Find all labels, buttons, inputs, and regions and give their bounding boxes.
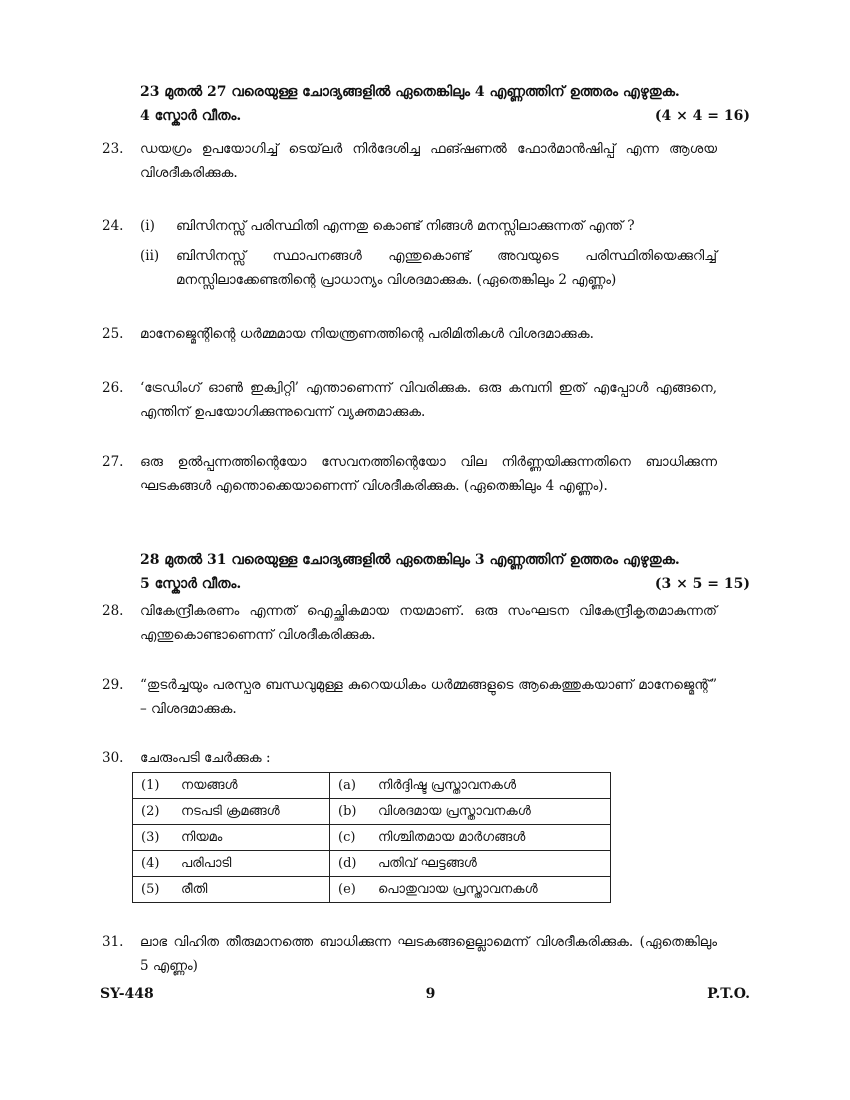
question-text: മാനേജ്മെന്റിന്റെ ധർമ്മമായ നിയന്ത്രണത്തിന്റെ പരിമിതികൾ വിശദമാക്കുക. xyxy=(140,326,594,342)
question-number: 26. xyxy=(102,380,124,396)
sub-question-text: ബിസിനസ്സ് പരിസ്ഥിതി എന്നതു കൊണ്ട് നിങ്ങൾ മനസ്സിലാക്കുന്നത് എന്ത് ? xyxy=(176,218,635,234)
question-26 xyxy=(102,376,717,424)
sub-question-number: (ii) xyxy=(140,248,160,264)
left-item-text: നിയമം xyxy=(181,830,223,845)
sub-question-number: (i) xyxy=(140,218,155,234)
section-2-total: (3 × 5 = 15) xyxy=(654,576,750,592)
table-row xyxy=(133,851,611,877)
question-30 xyxy=(102,746,717,770)
section-2-instruction: 28 മുതൽ 31 വരെയുള്ള ചോദ്യങ്ങളിൽ ഏതെങ്കിലും 3 എണ്ണത്തിന് ഉത്തരം എഴുതുക. xyxy=(140,552,680,568)
right-item-text: നിർദ്ദിഷ്ട പ്രസ്താവനകൾ xyxy=(378,778,517,793)
left-item-number: (3) xyxy=(141,830,160,845)
question-text: “തുടർച്ചയും പരസ്പര ബന്ധവുമുള്ള കുറെയധികം ധർമ്മങ്ങളുടെ ആകെത്തുകയാണ് മാനേജ്മെന്റ്” – വിശദമാക്കുക. xyxy=(140,677,717,717)
table-row xyxy=(133,877,611,903)
table-row xyxy=(133,799,611,825)
left-item-text: നയങ്ങൾ xyxy=(181,778,238,793)
paper-code: SY-448 xyxy=(100,986,154,1002)
section-1-header xyxy=(140,80,750,128)
question-28 xyxy=(102,599,717,647)
table-row xyxy=(133,825,611,851)
left-item-number: (5) xyxy=(141,882,160,897)
right-item-text: നിശ്ചിതമായ മാർഗങ്ങൾ xyxy=(378,830,526,845)
question-text: വികേന്ദ്രീകരണം എന്നത് ഐച്ഛികമായ നയമാണ്. ഒരു സംഘടന വികേന്ദ്രീകൃതമാകുന്നത് എന്തുകൊണ്ടാണെന്ന് വിശദീകരിക്കുക. xyxy=(140,603,717,643)
question-23 xyxy=(102,137,717,185)
question-24 xyxy=(102,214,717,292)
page-number: 9 xyxy=(425,986,436,1002)
left-item-number: (1) xyxy=(141,778,160,793)
left-item-text: നടപടി ക്രമങ്ങൾ xyxy=(181,804,280,819)
sub-question-i xyxy=(140,214,717,238)
question-number: 29. xyxy=(102,677,124,693)
left-item-number: (2) xyxy=(141,804,160,819)
page-footer xyxy=(100,986,750,1002)
question-text: ‘ട്രേഡിംഗ് ഓൺ ഇക്വിറ്റി’ എന്താണെന്ന് വിവരിക്കുക. ഒരു കമ്പനി ഇത് എപ്പോൾ എങ്ങനെ, എന്തിന് ഉപയോഗിക്കുന്നുവെന്ന് വ്യക്തമാക്കുക. xyxy=(140,380,717,420)
question-number: 25. xyxy=(102,326,124,342)
section-1-total: (4 × 4 = 16) xyxy=(654,108,750,124)
right-item-letter: (c) xyxy=(338,830,356,845)
section-2-header xyxy=(140,548,750,596)
question-31 xyxy=(102,930,717,978)
question-text: ഒരു ഉൽപ്പന്നത്തിന്റെയോ സേവനത്തിന്റെയോ വില നിർണ്ണയിക്കുന്നതിനെ ബാധിക്കുന്ന ഘടകങ്ങൾ എന്തൊക്കെയാണെന്ന് വിശദീകരിക്കുക. (ഏതെങ്കിലും 4 എണ്ണം). xyxy=(140,454,717,494)
right-item-text: പതിവ് ഘട്ടങ്ങൾ xyxy=(378,856,477,871)
sub-question-text: ബിസിനസ്സ് സ്ഥാപനങ്ങൾ എന്തുകൊണ്ട് അവയുടെ പരിസ്ഥിതിയെക്കുറിച്ച് മനസ്സിലാക്കേണ്ടതിന്റെ പ്രാധാന്യം വിശദമാക്കുക. (ഏതെങ്കിലും 2 എണ്ണം) xyxy=(176,248,717,288)
question-text: ഡയഗ്രം ഉപയോഗിച്ച് ടെയ്‌ലർ നിർദേശിച്ച ഫങ്ഷണൽ ഫോർമാൻഷിപ്പ് എന്ന ആശയ വിശദീകരിക്കുക. xyxy=(140,141,717,181)
left-item-text: പരിപാടി xyxy=(181,856,232,871)
left-item-text: രീതി xyxy=(181,882,208,897)
question-29 xyxy=(102,673,717,721)
right-item-letter: (d) xyxy=(338,856,357,871)
sub-question-ii xyxy=(140,244,717,292)
right-item-text: പൊതുവായ പ്രസ്താവനകൾ xyxy=(378,882,538,897)
section-1-marks-each: 4 സ്കോർ വീതം. xyxy=(140,108,242,124)
question-27 xyxy=(102,450,717,498)
pto-label: P.T.O. xyxy=(707,986,750,1002)
question-number: 24. xyxy=(102,218,124,234)
section-2-marks-each: 5 സ്കോർ വീതം. xyxy=(140,576,242,592)
match-table xyxy=(132,772,611,903)
left-item-number: (4) xyxy=(141,856,160,871)
question-number: 31. xyxy=(102,934,124,950)
question-number: 23. xyxy=(102,141,124,157)
right-item-letter: (a) xyxy=(338,778,356,793)
question-25 xyxy=(102,322,717,346)
question-number: 30. xyxy=(102,750,124,766)
table-row xyxy=(133,773,611,799)
right-item-text: വിശദമായ പ്രസ്താവനകൾ xyxy=(378,804,531,819)
question-number: 27. xyxy=(102,454,124,470)
section-1-instruction: 23 മുതൽ 27 വരെയുള്ള ചോദ്യങ്ങളിൽ ഏതെങ്കിലും 4 എണ്ണത്തിന് ഉത്തരം എഴുതുക. xyxy=(140,84,680,100)
right-item-letter: (b) xyxy=(338,804,357,819)
question-text: ചേരുംപടി ചേർക്കുക : xyxy=(140,750,271,766)
question-text: ലാഭ വിഹിത തീരുമാനത്തെ ബാധിക്കുന്ന ഘടകങ്ങളെല്ലാമെന്ന് വിശദീകരിക്കുക. (ഏതെങ്കിലും 5 എണ്ണം) xyxy=(140,934,717,974)
question-number: 28. xyxy=(102,603,124,619)
right-item-letter: (e) xyxy=(338,882,356,897)
